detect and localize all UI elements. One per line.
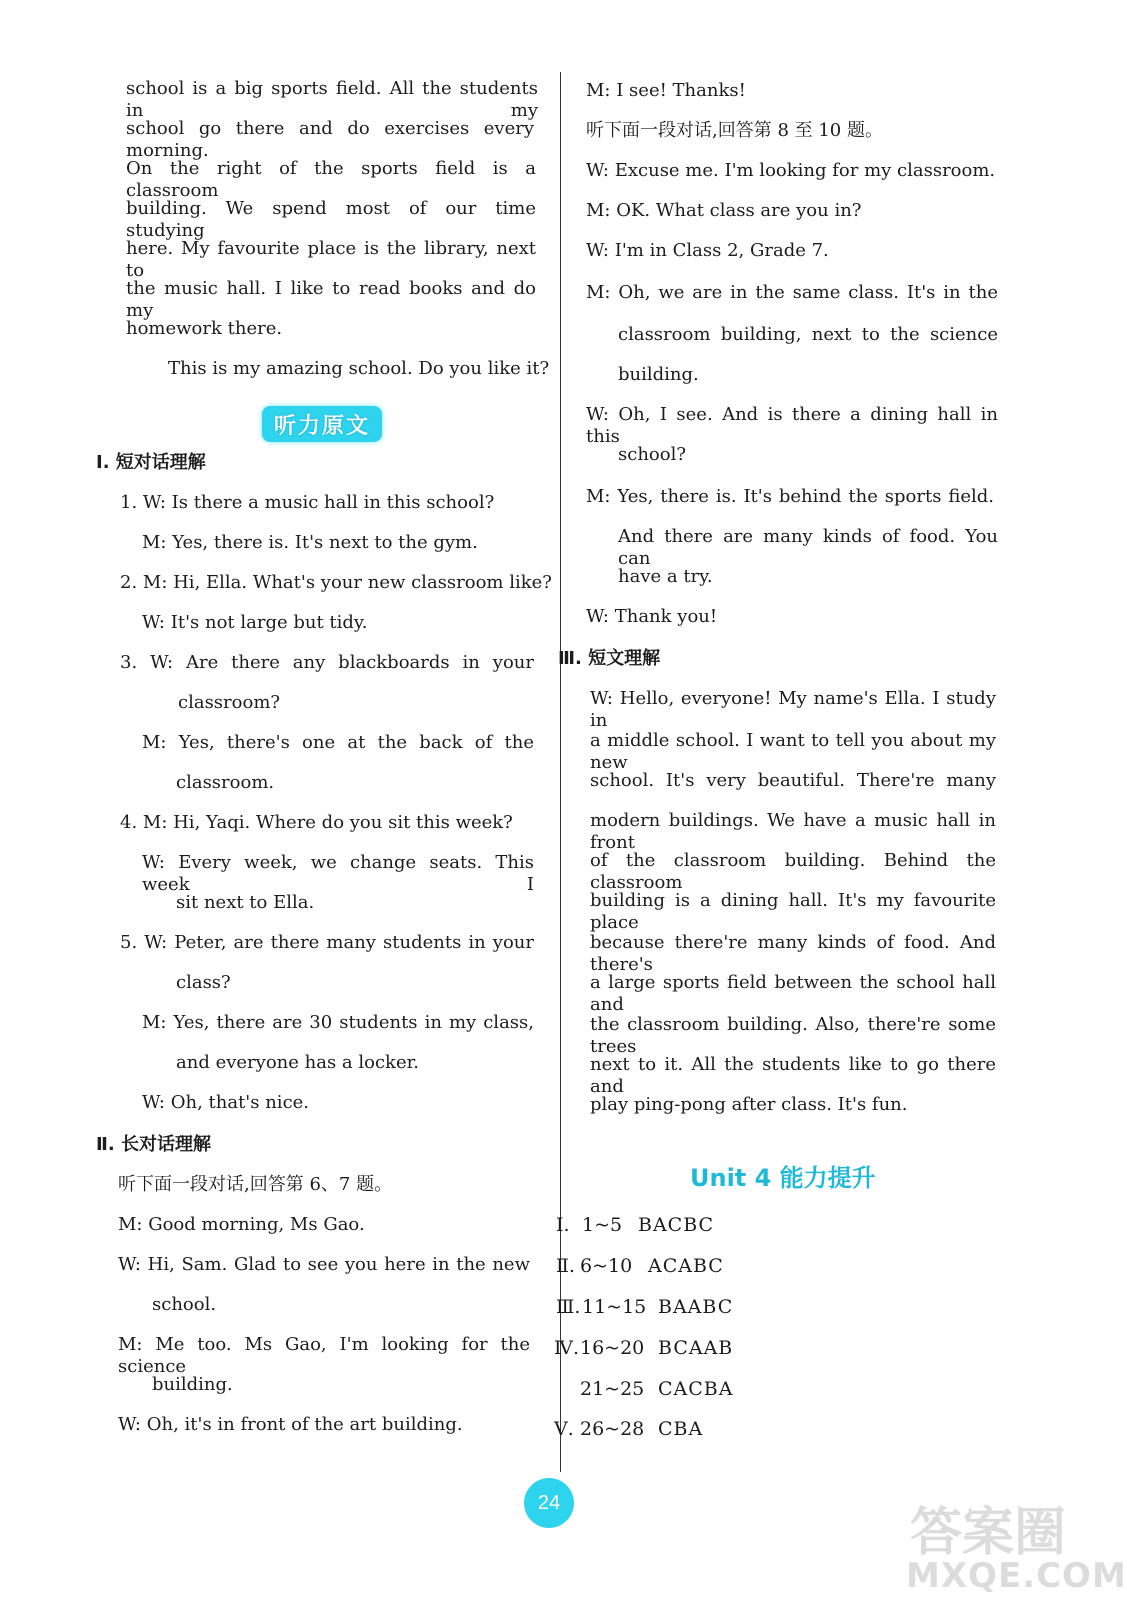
dialog-line: 5. W: Peter, are there many students in your [120, 932, 534, 953]
dialog-line: W: Thank you! [586, 606, 718, 627]
dialog-line: W: Hi, Sam. Glad to see you here in the new [118, 1254, 530, 1275]
answer-range: 26~28 [580, 1418, 645, 1440]
watermark-cn: 答案圈 [910, 1503, 1067, 1563]
dialog-line: sit next to Ella. [176, 892, 315, 913]
dialog-line: classroom. [176, 772, 275, 793]
dialog-line: And there are many kinds of food. You can [618, 526, 998, 569]
answer-keys: BACBC [638, 1214, 715, 1236]
passage-line: a middle school. I want to tell you about my new [590, 730, 996, 773]
answer-section-numeral: Ⅰ. [556, 1214, 570, 1236]
watermark-en: MXQE.COM [906, 1556, 1127, 1596]
unit-title: Unit 4 能力提升 [690, 1164, 876, 1192]
passage-line: because there're many kinds of food. And there's [590, 932, 996, 975]
answer-keys: CACBA [658, 1378, 734, 1400]
dialog-line: classroom building, next to the science [618, 324, 998, 345]
listening-script-badge [262, 406, 382, 442]
passage-line: play ping-pong after class. It's fun. [590, 1094, 908, 1115]
answer-keys: BAABC [658, 1296, 734, 1318]
dialog-line: class? [176, 972, 231, 993]
dialog-line: and everyone has a locker. [176, 1052, 419, 1073]
paragraph-line: On the right of the sports field is a classroom [126, 158, 536, 201]
dialog-line: M: Oh, we are in the same class. It's in the [586, 282, 998, 303]
answer-section-numeral: Ⅴ. [554, 1418, 574, 1440]
dialog-line: M: OK. What class are you in? [586, 200, 862, 221]
dialog-line: W: Every week, we change seats. This week I [142, 852, 534, 895]
passage-line: modern buildings. We have a music hall in front [590, 810, 996, 853]
answer-keys: CBA [658, 1418, 704, 1440]
dialog-intro: 听下面一段对话,回答第 8 至 10 题。 [586, 120, 883, 141]
dialog-intro: 听下面一段对话,回答第 6、7 题。 [118, 1174, 393, 1195]
dialog-line: 4. M: Hi, Yaqi. Where do you sit this week? [120, 812, 513, 833]
dialog-line: M: Yes, there is. It's next to the gym. [142, 532, 478, 553]
answer-section-numeral: Ⅲ. [556, 1296, 581, 1318]
paragraph-line: here. My favourite place is the library, next to [126, 238, 536, 281]
dialog-line: M: Good morning, Ms Gao. [118, 1214, 365, 1235]
dialog-line: W: It's not large but tidy. [142, 612, 368, 633]
answer-range: 1~5 [582, 1214, 623, 1236]
passage-line: the classroom building. Also, there're some trees [590, 1014, 996, 1057]
dialog-line: classroom? [178, 692, 281, 713]
answer-range: 11~15 [582, 1296, 647, 1318]
answer-range: 21~25 [580, 1378, 645, 1400]
paragraph-line: the music hall. I like to read books and do my [126, 278, 536, 321]
passage-line: of the classroom building. Behind the classroom [590, 850, 996, 893]
section-heading: Ⅱ. 长对话理解 [96, 1134, 211, 1155]
dialog-line: M: Me too. Ms Gao, I'm looking for the science [118, 1334, 530, 1377]
answer-range: 16~20 [580, 1337, 645, 1359]
badge-label: 听力原文 [273, 412, 370, 439]
answer-section-numeral: Ⅳ. [554, 1337, 580, 1359]
section-heading: Ⅲ. 短文理解 [558, 648, 661, 669]
dialog-line: W: Oh, I see. And is there a dining hall in this [586, 404, 998, 447]
dialog-line: school. [152, 1294, 217, 1315]
passage-line: next to it. All the students like to go there and [590, 1054, 996, 1097]
dialog-line: M: I see! Thanks! [586, 80, 746, 101]
dialog-line: M: Yes, there is. It's behind the sports field. [586, 486, 994, 507]
paragraph-line: homework there. [126, 318, 283, 339]
dialog-line: W: Oh, that's nice. [142, 1092, 310, 1113]
paragraph-line: school go there and do exercises every morning. [126, 118, 534, 161]
passage-line: W: Hello, everyone! My name's Ella. I study in [590, 688, 996, 731]
dialog-line: 1. W: Is there a music hall in this school? [120, 492, 495, 513]
section-heading: Ⅰ. 短对话理解 [96, 452, 206, 473]
page-number: 24 [524, 1478, 574, 1528]
paragraph-line: This is my amazing school. Do you like it? [168, 358, 550, 379]
passage-line: building is a dining hall. It's my favourite place [590, 890, 996, 933]
dialog-line: building. [618, 364, 699, 385]
answer-keys: ACABC [648, 1255, 724, 1277]
dialog-line: have a try. [618, 566, 713, 587]
dialog-line: W: Excuse me. I'm looking for my classroom. [586, 160, 996, 181]
paragraph-line: building. We spend most of our time studying [126, 198, 536, 241]
dialog-line: W: Oh, it's in front of the art building. [118, 1414, 463, 1435]
answer-range: 6~10 [580, 1255, 633, 1277]
dialog-line: 3. W: Are there any blackboards in your [120, 652, 534, 673]
paragraph-line: school is a big sports field. All the students in my [126, 78, 538, 121]
dialog-line: 2. M: Hi, Ella. What's your new classroom like? [120, 572, 552, 593]
passage-line: a large sports field between the school hall and [590, 972, 996, 1015]
answer-section-numeral: Ⅱ. [556, 1255, 575, 1277]
dialog-line: building. [152, 1374, 233, 1395]
dialog-line: school? [618, 444, 686, 465]
dialog-line: W: I'm in Class 2, Grade 7. [586, 240, 829, 261]
dialog-line: M: Yes, there are 30 students in my class, [142, 1012, 534, 1033]
watermark-logo [900, 1490, 1127, 1600]
dialog-line: M: Yes, there's one at the back of the [142, 732, 534, 753]
passage-line: school. It's very beautiful. There're many [590, 770, 996, 791]
answer-keys: BCAAB [658, 1337, 734, 1359]
